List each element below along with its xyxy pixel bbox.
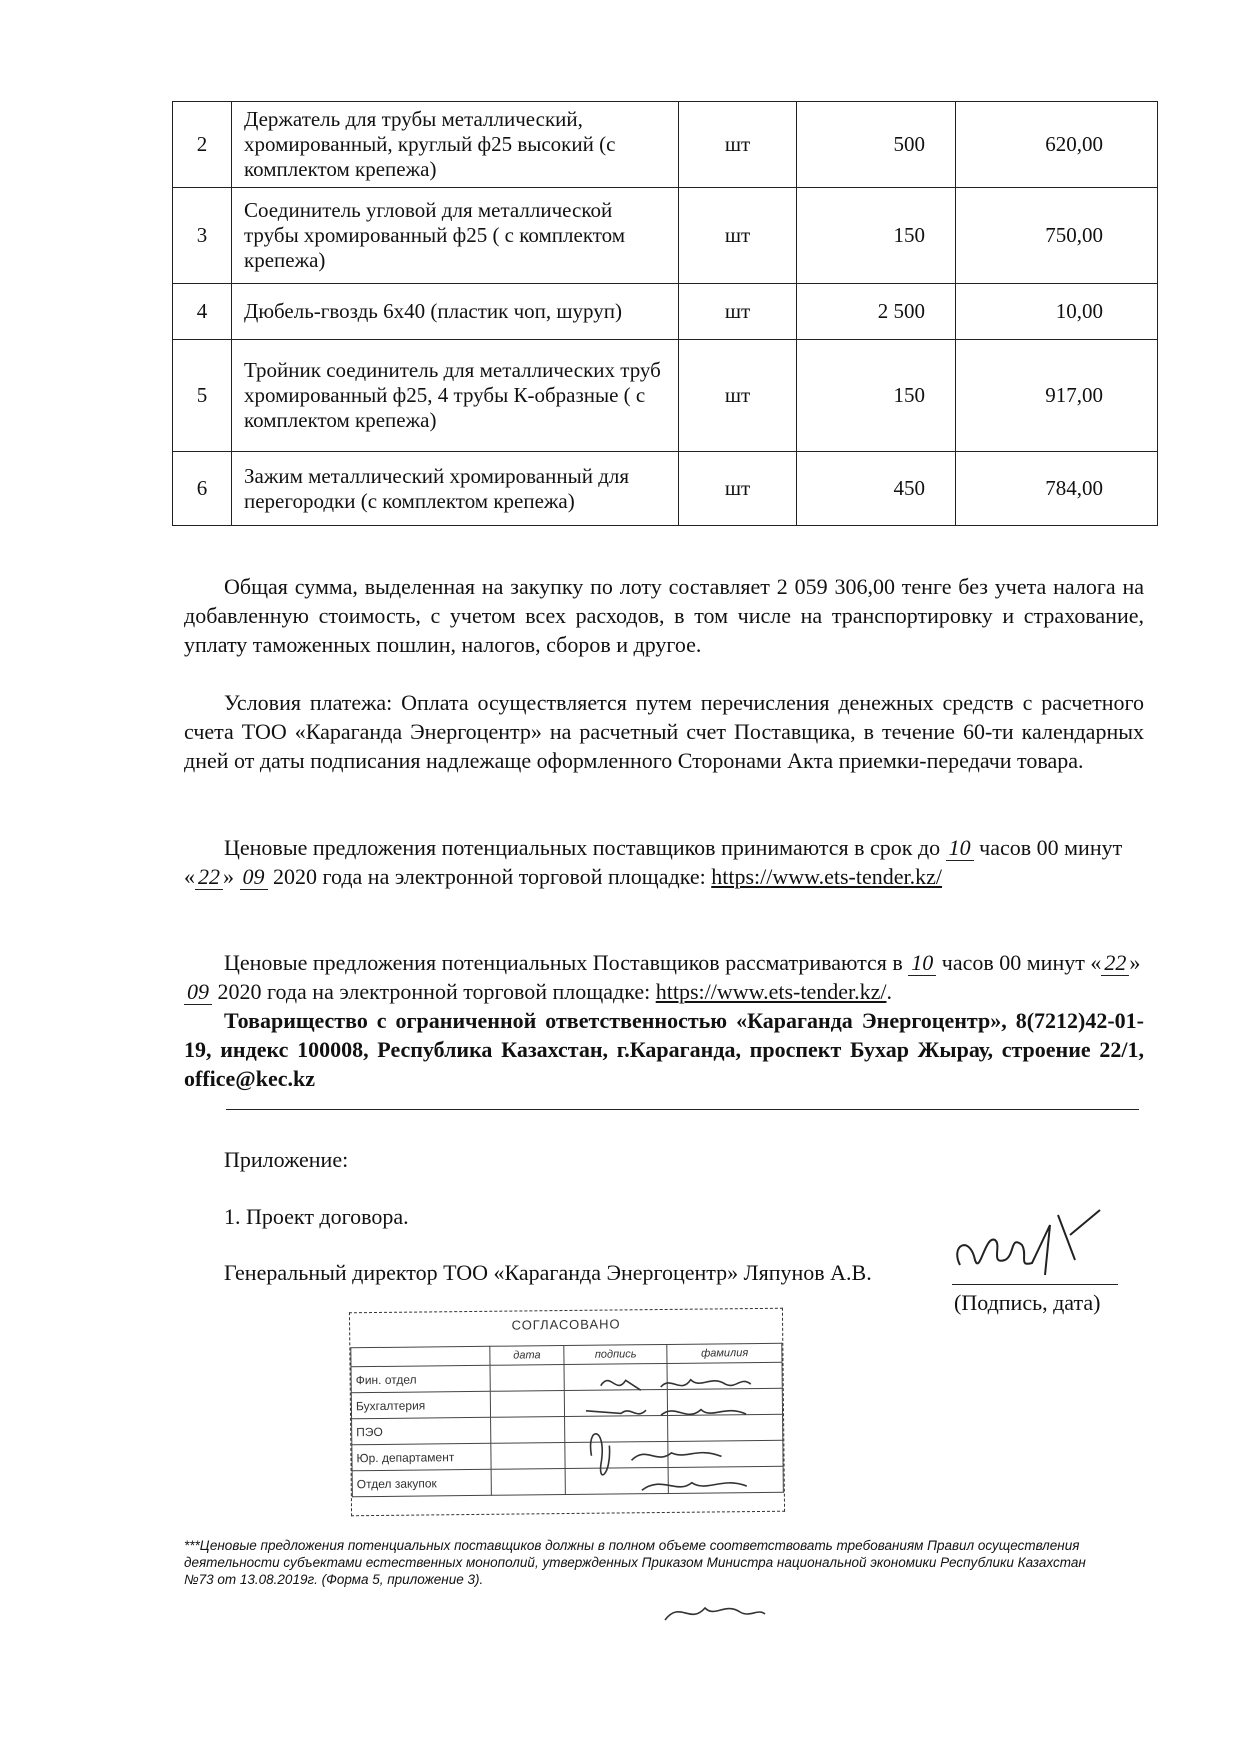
item-quantity: 450 [797,452,956,526]
deadline-paragraph [184,833,1144,891]
review-text: Ценовые предложения потенциальных Поставщиков рассматриваются в [224,950,909,975]
review-text: часов 00 минут « [936,950,1102,975]
item-price: 620,00 [956,102,1158,188]
stamp-column-header: подпись [564,1344,668,1364]
item-name: Соединитель угловой для металлической трубы хромированный ф25 ( с комплектом крепежа) [232,188,679,284]
table-row [173,284,1158,340]
stamp-signatures [581,1364,783,1516]
table-row [173,340,1158,452]
item-number: 4 [173,284,232,340]
review-hour: 10 [908,950,936,976]
deadline-day: 22 [195,864,223,890]
ets-tender-link-2[interactable]: https://www.ets-tender.kz/ [655,979,887,1004]
stamp-cell [491,1443,565,1470]
stamp-row-label: ПЭО [352,1417,491,1444]
deadline-month: 09 [240,864,268,890]
table-row [173,102,1158,188]
review-text: . [886,979,892,1004]
item-quantity: 500 [797,102,956,188]
item-unit: шт [679,452,797,526]
appendix-item: 1. Проект договора. [224,1204,409,1229]
stamp-column-header: дата [490,1346,564,1366]
stamp-row-label: Бухгалтерия [351,1391,490,1418]
stamp-row-label: Отдел закупок [352,1469,491,1496]
stamp-cell [490,1391,564,1418]
stamp-cell [490,1365,564,1392]
item-number: 2 [173,102,232,188]
item-price: 784,00 [956,452,1158,526]
table-row [173,452,1158,526]
item-unit: шт [679,284,797,340]
review-text: » [1129,950,1141,975]
item-unit: шт [679,102,797,188]
item-unit: шт [679,340,797,452]
item-price: 10,00 [956,284,1158,340]
item-quantity: 150 [797,188,956,284]
payment-terms-paragraph [184,688,1144,775]
review-day: 22 [1101,950,1129,976]
deadline-text: Ценовые предложения потенциальных поставщиков принимаются в срок до [224,835,946,860]
stamp-column-header: фамилия [667,1343,782,1363]
signatory-line: Генеральный директор ТОО «Караганда Энергоцентр» Ляпунов А.В. [224,1260,872,1285]
item-unit: шт [679,188,797,284]
company-paragraph [184,1006,1144,1093]
footnote: ***Ценовые предложения потенциальных поставщиков должны в полном объеме соответствовать требованиям Правил осуществления деятельности субъектами естественных монополий, утвержденных Приказом Министра национальной экономики Республики Казахстан №73 от 13.08.2019г. (Форма 5, приложение 3). [184,1538,1086,1587]
item-number: 5 [173,340,232,452]
payment-terms-text: Условия платежа: Оплата осуществляется путем перечисления денежных средств с расчетного счета ТОО «Караганда Энергоцентр» на расчетный счет Поставщика, в течение 60-ти календарных дней от даты подписания надлежаще оформленного Сторонами Акта приемки-передачи товара. [184,690,1144,773]
director-signature [940,1205,1110,1290]
stamp-column-header [351,1346,490,1366]
item-price: 917,00 [956,340,1158,452]
footnote-signature [660,1590,770,1630]
total-amount-paragraph [184,572,1144,659]
item-name: Дюбель-гвоздь 6х40 (пластик чоп, шуруп) [232,284,679,340]
item-name: Зажим металлический хромированный для перегородки (с комплектом крепежа) [232,452,679,526]
deadline-text: 2020 года на электронной торговой площадке: [267,864,712,889]
item-quantity: 2 500 [797,284,956,340]
stamp-title: СОГЛАСОВАНО [511,1316,621,1333]
stamp-cell [491,1469,565,1496]
appendix-title: Приложение: [224,1147,349,1172]
item-name: Тройник соединитель для металлических труб хромированный ф25, 4 трубы К-образные ( с комплектом крепежа) [232,340,679,452]
review-month: 09 [184,979,212,1005]
item-price: 750,00 [956,188,1158,284]
item-number: 6 [173,452,232,526]
deadline-hour: 10 [946,835,974,861]
company-details: Товарищество с ограниченной ответственностью «Караганда Энергоцентр», 8(7212)42-01-19, индекс 100008, Республика Казахстан, г.Караганда, проспект Бухар Жырау, строение 22/1, office@kec.kz [184,1008,1144,1091]
item-name: Держатель для трубы металлический, хромированный, круглый ф25 высокий (с комплектом крепежа) [232,102,679,188]
review-text: 2020 года на электронной торговой площадке: [212,979,656,1004]
deadline-text: » [223,864,240,889]
stamp-row-label: Юр. департамент [352,1443,491,1470]
table-row [173,188,1158,284]
signature-caption: (Подпись, дата) [954,1290,1101,1315]
item-quantity: 150 [797,340,956,452]
separator-line [226,1109,1139,1110]
items-table [172,101,1158,526]
item-number: 3 [173,188,232,284]
ets-tender-link[interactable]: https://www.ets-tender.kz/ [711,864,942,889]
stamp-row-label: Фин. отдел [351,1365,490,1392]
review-paragraph [184,948,1144,1006]
deadline-text: часов 00 минут « [184,835,1123,889]
total-amount-text: Общая сумма, выделенная на закупку по лоту составляет 2 059 306,00 тенге без учета налога на добавленную стоимость, с учетом всех расходов, в том числе на транспортировку и страхование, уплату таможенных пошлин, налогов, сборов и другое. [184,574,1144,657]
stamp-cell [491,1417,565,1444]
approval-stamp [349,1308,785,1517]
